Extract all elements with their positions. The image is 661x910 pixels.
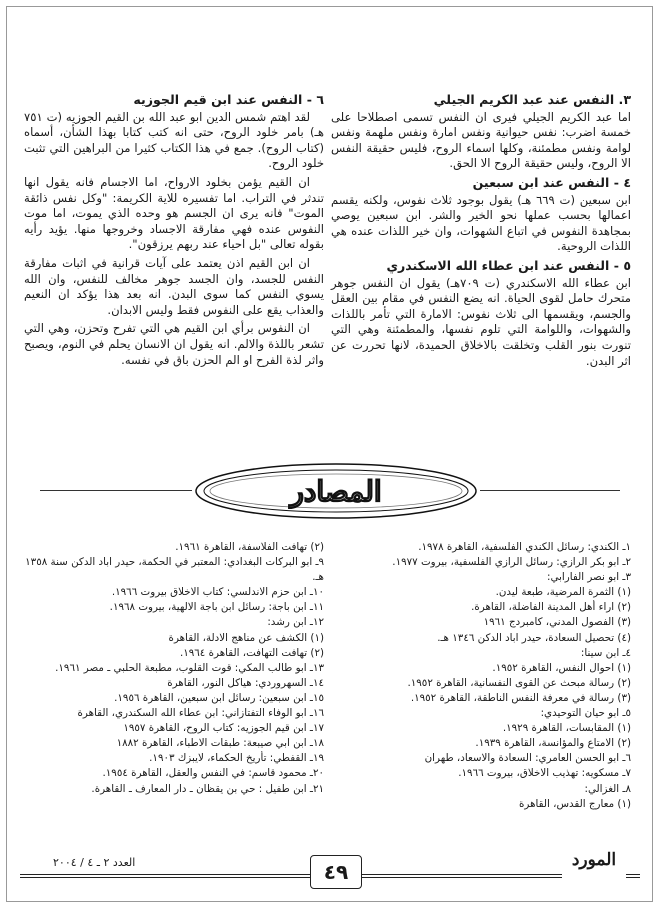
list-item: (١) الثمرة المرضية، طبعة ليدن. bbox=[495, 586, 631, 599]
list-item: (٣) الفصول المدني، كامبردج ١٩٦١ bbox=[483, 616, 631, 629]
banner-rule-left bbox=[40, 490, 192, 491]
sources-list-left bbox=[24, 540, 324, 797]
list-item: (٢) الامتاع والمؤانسة، القاهرة ١٩٣٩. bbox=[475, 737, 631, 750]
left-column bbox=[24, 92, 324, 371]
list-item: (١) المقابسات، القاهرة ١٩٢٩. bbox=[502, 722, 631, 735]
list-item: ١ـ الكندي: رسائل الكندي الفلسفية، القاهرة ١٩٧٨. bbox=[418, 541, 631, 553]
list-item: ٩ـ ابو البركات البغدادي: المعتبر في الحكمة، حيدر اباد الدكن سنة ١٣٥٨ هـ. bbox=[25, 556, 324, 584]
paragraph: ان النفوس برأي ابن القيم هي التي تفرح وتحزن، وهي التي تشعر باللذة والالم. انه يقول ان الانسان يحلم في النوم، ويصبح واثر لذة الفرح او الم الحزن باق في نفسه. bbox=[24, 321, 324, 367]
list-item: ١٤ـ السهروردي: هياكل النور، القاهرة bbox=[167, 676, 324, 689]
list-item: ٢١ـ ابن طفيل : حي بن يقظان ـ دار المعارف ـ القاهرة. bbox=[91, 782, 324, 795]
sources-banner bbox=[192, 461, 480, 521]
paragraph: ابن عطاء الله الاسكندري (ت ٧٠٩هـ) يقول ان النفس جوهر متحرك حامل لقوى الحياة. انه يضع النفس في مقام بين العقل والجسم، ويقسمها الى ثلاث نفوس: الامارة التي تأمر باللذات والشهوات، واللوامة التي تلوم نفسها، والمطمئنة وهي التي تنورت بنور القلب وتخلقت بالاخلاق الحميدة، لانها تحررت عن اثر البدن. bbox=[331, 275, 631, 368]
logo-text: المورد bbox=[571, 850, 617, 870]
list-item: ٥ـ ابو حيان التوحيدي: bbox=[540, 707, 631, 720]
journal-logo bbox=[562, 850, 626, 888]
page-footer bbox=[20, 852, 640, 892]
list-item: ١٨ـ ابن ابي صيبعة: طبقات الاطباء، القاهرة ١٨٨٢ bbox=[116, 737, 324, 750]
section-heading-6: ٦ - النفس عند ابن قيم الجوزيه bbox=[133, 92, 324, 107]
list-item: (٢) تهافت التهافت، القاهرة ١٩٦٤. bbox=[179, 646, 324, 659]
list-item: (٣) رسالة في معرفة النفس الناطقة، القاهرة ١٩٥٢. bbox=[410, 691, 631, 704]
banner-rule-right bbox=[480, 490, 620, 491]
list-item: (٢) تهافت الفلاسفة، القاهرة ١٩٦١. bbox=[175, 541, 324, 553]
list-item: ١٧ـ ابن قيم الجوزيه: كتاب الروح، القاهرة ١٩٥٧ bbox=[123, 722, 324, 735]
list-item: ٧ـ مسكويه: تهذيب الاخلاق، بيروت ١٩٦٦. bbox=[458, 767, 631, 780]
list-item: (٢) اراء أهل المدينة الفاضلة، القاهرة. bbox=[471, 601, 631, 614]
list-item: ١١ـ ابن باجة: رسائل ابن باجة الالهية، بيروت ١٩٦٨. bbox=[109, 601, 324, 614]
sources-list-right bbox=[331, 540, 631, 812]
sources-title: المصادر bbox=[290, 474, 382, 508]
paragraph: لقد اهتم شمس الدين ابو عبد الله بن القيم الجوزيه (ت ٧٥١ هـ) بامر خلود الروح، حتى انه كتب كتابا بهذا الشأن، أسماه (كتاب الروح). جمع في هذا الكتاب كثيرا من البراهين التي تثبت خلود الروح. bbox=[24, 109, 324, 171]
list-item: ١٢ـ ابن رشد: bbox=[267, 616, 324, 629]
paragraph: ان ابن القيم اذن يعتمد على آيات قرانية في اثبات مفارقة النفس للجسد، وان الجسد جوهر مخالف للنفس، وان الله يسوي النفس كما سوى البدن. انه بعد هذا يؤكد ان النعيم والعذاب يقع على النفوس فقط وليس الابدان. bbox=[24, 255, 324, 317]
paragraph: ان القيم يؤمن بخلود الارواح، اما الاجسام فانه يقول انها تندثر في التراب. اما تفسيره للاية الكريمة: "وكل نفس ذائقة الموت" فانه يرى ان الجسم هو وحده الذي يموت، اما موت النفوس عنده فهي مفارقة الاجساد وخروجها منها. يؤيد رأيه بقوله تعالى "بل احياء عند ربهم يرزقون". bbox=[24, 174, 324, 252]
list-item: ١٥ـ ابن سبعين: رسائل ابن سبعين، القاهرة ١٩٥٦. bbox=[114, 691, 324, 704]
list-item: ٢٠ـ محمود قاسم: في النفس والعقل، القاهرة ١٩٥٤. bbox=[102, 767, 324, 780]
section-heading-3: ٣. النفس عند عبد الكريم الجيلي bbox=[433, 92, 631, 107]
list-item: (١) الكشف عن مناهج الادلة، القاهرة bbox=[168, 631, 324, 644]
list-item: ١٦ـ ابو الوفاء التفتازاني: ابن عطاء الله السكندري، القاهرة bbox=[77, 707, 324, 720]
paragraph: ابن سبعين (ت ٦٦٩ هـ) يقول بوجود ثلاث نفوس، ولكنه يقسم اعمالها بحسب عملها نحو الخير والشر. ابن سبعين يوصي بمجاهدة النفوس في اتباع الشهوات، وان خير اللذات عنده هي اللذات الروحية. bbox=[331, 192, 631, 254]
right-column bbox=[331, 92, 631, 372]
list-item: ٦ـ ابو الحسن العامري: السعادة والاسعاد، طهران bbox=[424, 752, 631, 765]
section-heading-5: ٥ - النفس عند ابن عطاء الله الاسكندري bbox=[386, 257, 631, 273]
list-item: ٨ـ الغزالي: bbox=[584, 782, 631, 795]
list-item: ٢ـ ابو بكر الرازي: رسائل الرازي الفلسفية، بيروت ١٩٧٧. bbox=[392, 556, 631, 569]
list-item: (٤) تحصيل السعادة، حيدر اباد الدكن ١٣٤٦ هـ. bbox=[437, 631, 631, 644]
list-item: (٢) رسالة مبحث عن القوى النفسانية، القاهرة ١٩٥٢. bbox=[407, 676, 631, 689]
issue-label: العدد ٢ ـ ٤ / ٢٠٠٤ bbox=[50, 856, 138, 869]
list-item: (١) معارج القدس، القاهرة bbox=[519, 797, 631, 810]
list-item: ٤ـ ابن سينا: bbox=[580, 646, 631, 659]
page-number: ٤٩ bbox=[310, 855, 362, 889]
list-item: ١٣ـ ابو طالب المكي: قوت القلوب، مطبعة الحلبي ـ مصر ١٩٦١. bbox=[55, 661, 324, 674]
section-heading-4: ٤ - النفس عند ابن سبعين bbox=[472, 174, 631, 190]
list-item: (١) احوال النفس، القاهرة ١٩٥٢. bbox=[492, 661, 631, 674]
list-item: ٣ـ ابو نصر الفارابي: bbox=[547, 571, 631, 584]
list-item: ١٠ـ ابن حزم الاندلسي: كتاب الاخلاق بيروت ١٩٦٦. bbox=[111, 586, 324, 599]
list-item: ١٩ـ القفطي: تأريخ الحكماء، لايبزك ١٩٠٣. bbox=[149, 752, 324, 765]
paragraph: اما عبد الكريم الجيلي فيرى ان النفس تسمى اصطلاحا على خمسة اضرب: نفس حيوانية ونفس امارة ونفس ملهمة ونفس لوامة ونفس مطمئنة، وكلها اسماء الروح، فليس حقيقة النفس الا الروح، وليس حقيقة الروح الا الحق. bbox=[331, 109, 631, 171]
